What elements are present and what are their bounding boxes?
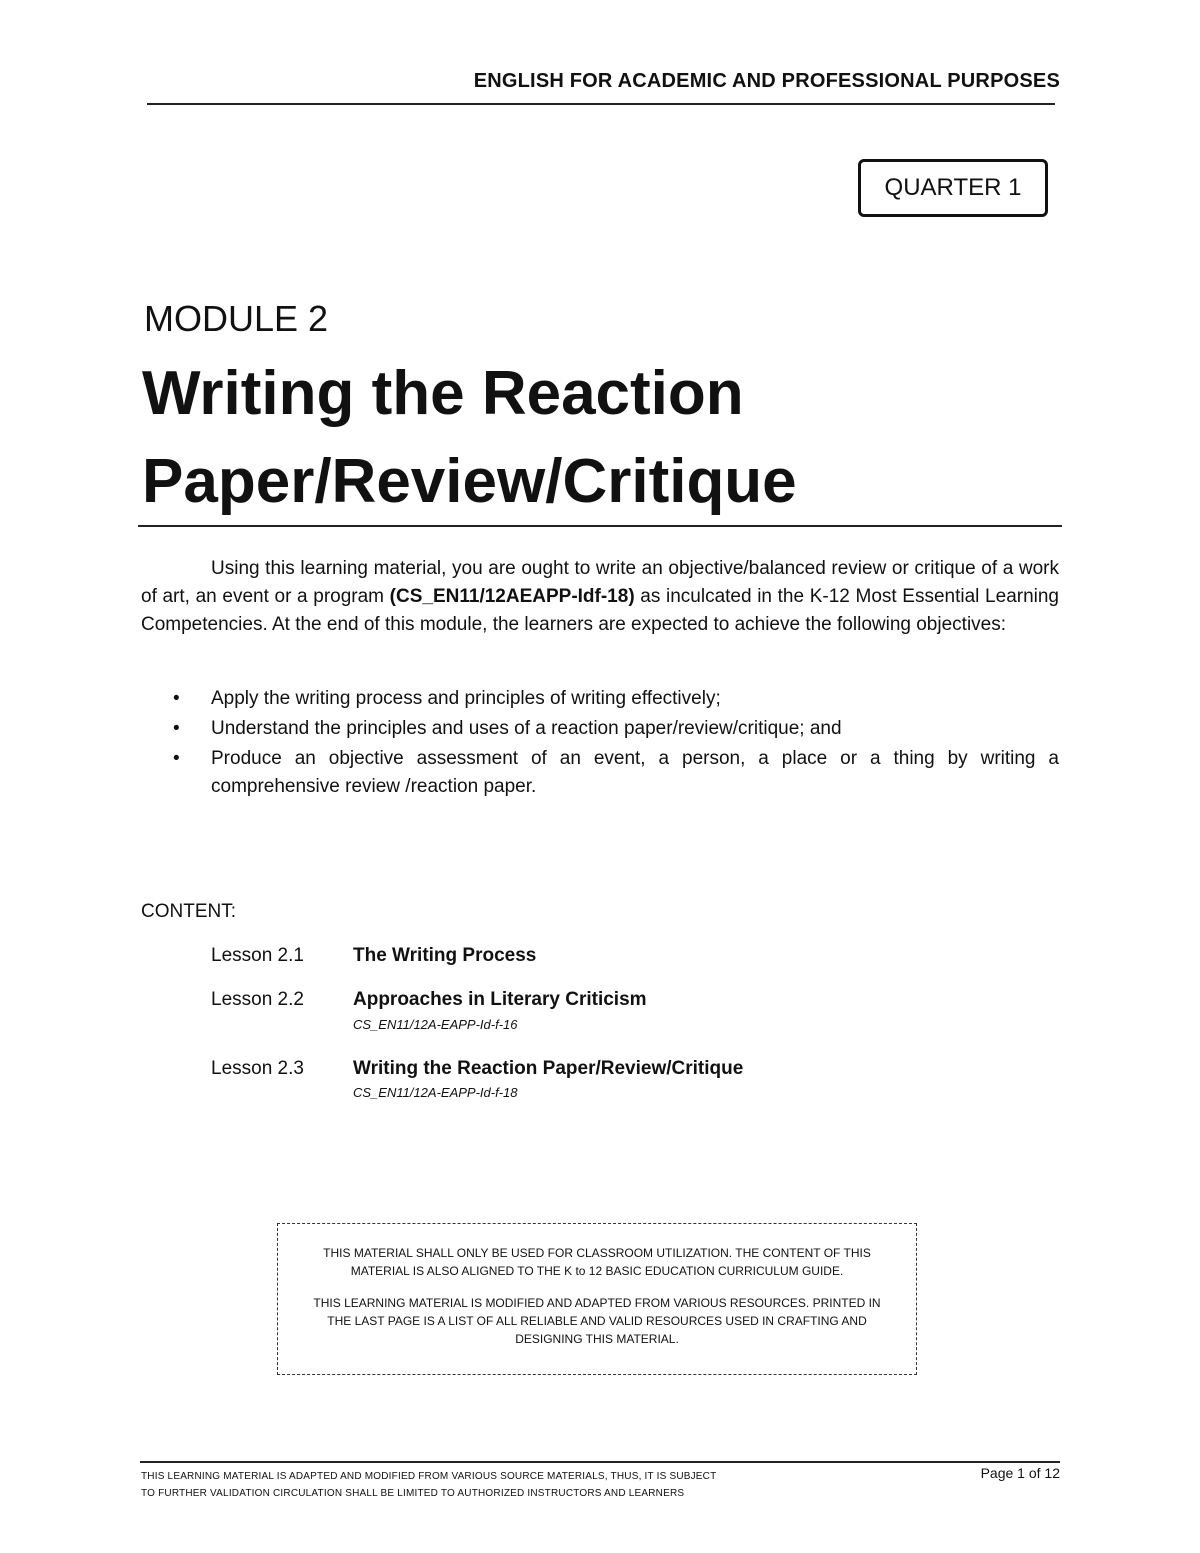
notice-paragraph: THIS LEARNING MATERIAL IS MODIFIED AND ADAPTED FROM VARIOUS RESOURCES. PRINTED IN THE LAST PAGE IS A LIST OF ALL RELIABLE AND VALID RESOURCES USED IN CRAFTING AND DESIGNING THIS MATERIAL. [313, 1296, 881, 1346]
notice-paragraph: THIS MATERIAL SHALL ONLY BE USED FOR CLASSROOM UTILIZATION. THE CONTENT OF THIS MATERIAL IS ALSO ALIGNED TO THE K to 12 BASIC EDUCATION CURRICULUM GUIDE. [323, 1246, 871, 1278]
objective-text: Understand the principles and uses of a reaction paper/review/critique; and [211, 718, 842, 739]
lesson-number: Lesson 2.2 [211, 989, 304, 1010]
bullet-icon: • [173, 718, 180, 739]
module-label: MODULE 2 [144, 298, 329, 339]
quarter-badge [858, 159, 1048, 217]
footer-divider [140, 1461, 1060, 1463]
list-item [165, 685, 1059, 713]
lesson-title: The Writing Process [353, 945, 537, 966]
lesson-title: Writing the Reaction Paper/Review/Critique [353, 1058, 744, 1079]
objective-text: Apply the writing process and principles of writing effectively; [211, 688, 721, 709]
list-item [165, 745, 1059, 801]
lesson-number: Lesson 2.1 [211, 945, 304, 966]
list-item [165, 715, 1059, 743]
intro-text-end: as inculcated in the K-12 Most Essential Learning Competencies. At the end of this module, the learners are expected to achieve the following objectives: [141, 586, 1060, 635]
intro-text-start: Using this learning material, you are ought to write an objective/balanced review or critique of a work of art, an event or a program [141, 558, 1059, 607]
bullet-icon: • [173, 748, 180, 769]
footer-line: THIS LEARNING MATERIAL IS ADAPTED AND MODIFIED FROM VARIOUS SOURCE MATERIALS, THUS, IT IS SUBJECT [141, 1471, 717, 1482]
lesson-title: Approaches in Literary Criticism [353, 989, 647, 1010]
lesson-code: CS_EN11/12A-EAPP-Id-f-18 [353, 1085, 518, 1100]
intro-paragraph [141, 555, 1059, 639]
quarter-label: QUARTER 1 [884, 174, 1022, 201]
module-title: Writing the Reaction Paper/Review/Critique [142, 359, 797, 516]
page-number: Page 1 of 12 [980, 1465, 1060, 1481]
competency-code: (CS_EN11/12AEAPP-Idf-18) [389, 586, 635, 607]
objective-text: Produce an objective assessment of an event, a person, a place or a thing by writing a comprehensive review /reaction paper. [211, 748, 1059, 797]
title-divider [138, 525, 1062, 527]
objectives-list [165, 685, 1059, 803]
running-header: ENGLISH FOR ACADEMIC AND PROFESSIONAL PURPOSES [473, 70, 1060, 92]
footer-line: TO FURTHER VALIDATION CIRCULATION SHALL BE LIMITED TO AUTHORIZED INSTRUCTORS AND LEARNERS [141, 1488, 685, 1499]
notice-box [277, 1223, 917, 1375]
lesson-number: Lesson 2.3 [211, 1058, 304, 1079]
bullet-icon: • [173, 688, 180, 709]
lesson-code: CS_EN11/12A-EAPP-Id-f-16 [353, 1017, 518, 1032]
header-divider [147, 103, 1055, 105]
footer-disclaimer [141, 1468, 716, 1502]
content-heading: CONTENT: [141, 901, 236, 922]
